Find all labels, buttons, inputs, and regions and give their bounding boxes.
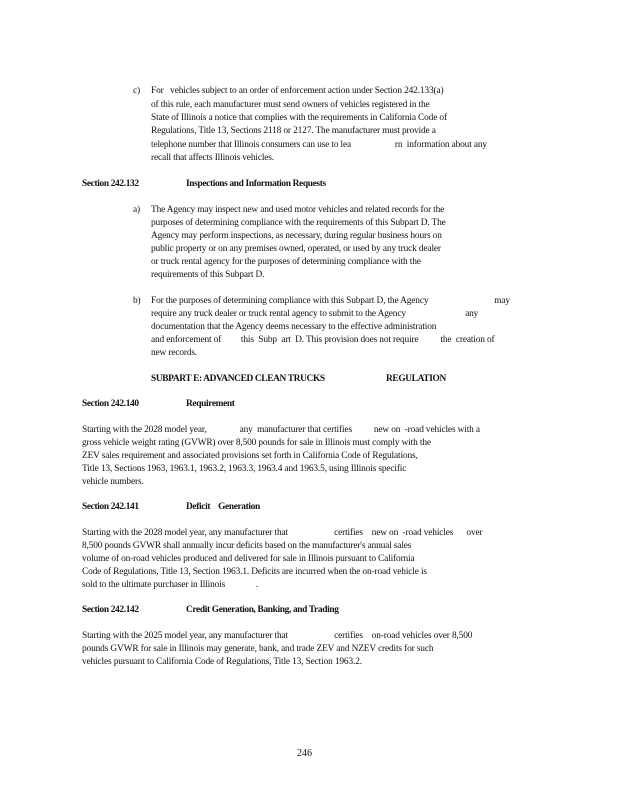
- page-number: 246: [297, 748, 312, 759]
- para-b-line: and enforcement of this Subp art D. This provision does not require the creation of: [151, 335, 495, 345]
- para-c-line: Regulations, Title 13, Sections 2118 or 2127. The manufacturer must provide a: [151, 126, 436, 136]
- para-a-line: purposes of determining compliance with the requirements of this Subpart D. The: [151, 218, 446, 228]
- section-body-line: ZEV sales requirement and associated provisions set forth in California Code of Regulations,: [82, 451, 418, 461]
- section-body-line: Code of Regulations, Title 13, Section 1963.1. Deficits are incurred when the on-road vehicle is: [82, 567, 427, 577]
- para-a-line: The Agency may inspect new and used motor vehicles and related records for the: [151, 205, 445, 215]
- section-number: Section 242.141: [82, 502, 139, 512]
- para-a-line: Agency may perform inspections, as necessary, during regular business hours on: [151, 231, 442, 241]
- section-body-line: Starting with the 2028 model year, any manufacturer that certifies new on -road vehicles over: [82, 528, 483, 538]
- section-body-line: pounds GVWR for sale in Illinois may generate, bank, and trade ZEV and NZEV credits for such: [82, 644, 434, 654]
- section-body-line: sold to the ultimate purchaser in Illinois .: [82, 580, 259, 590]
- para-b-label: b): [133, 296, 141, 306]
- section-body-line: volume of on-road vehicles produced and delivered for sale in Illinois pursuant to California: [82, 554, 415, 564]
- para-b-line: new records.: [151, 348, 198, 358]
- section-number: Section 242.142: [82, 605, 139, 615]
- section-title: Credit Generation, Banking, and Trading: [186, 605, 339, 615]
- para-a-line: or truck rental agency for the purposes of determining compliance with the: [151, 257, 421, 267]
- section-body-line: Starting with the 2028 model year, any manufacturer that certifies new on -road vehicles with a: [82, 425, 480, 435]
- section-body-line: gross vehicle weight rating (GVWR) over 8,500 pounds for sale in Illinois must comply with the: [82, 438, 431, 448]
- para-a-line: requirements of this Subpart D.: [151, 270, 265, 280]
- section-title: Inspections and Information Requests: [186, 179, 326, 189]
- section-number: Section 242.132: [82, 179, 139, 189]
- section-title: Requirement: [186, 399, 235, 409]
- para-c-label: c): [133, 86, 140, 96]
- para-c-line: State of Illinois a notice that complies with the requirements in California Code of: [151, 113, 447, 123]
- para-b-line: documentation that the Agency deems necessary to the effective administration: [151, 322, 437, 332]
- section-body-line: 8,500 pounds GVWR shall annually incur deficits based on the manufacturer's annual sales: [82, 541, 412, 551]
- para-c-line: For vehicles subject to an order of enforcement action under Section 242.133(a): [151, 86, 444, 96]
- subpart-heading: SUBPART E: ADVANCED CLEAN TRUCKS: [151, 374, 325, 384]
- section-body-line: Title 13, Sections 1963, 1963.1, 1963.2, 1963.3, 1963.4 and 1963.5, using Illinois specific: [82, 464, 407, 474]
- para-a-label: a): [133, 205, 140, 215]
- para-c-line: of this rule, each manufacturer must send owners of vehicles registered in the: [151, 100, 430, 110]
- section-title: Deficit Generation: [186, 502, 260, 512]
- para-c-line: telephone number that Illinois consumers can use to lea rn information about any: [151, 140, 487, 150]
- para-b-line: require any truck dealer or truck rental agency to submit to the Agency any: [151, 309, 479, 319]
- section-body-line: vehicles pursuant to California Code of Regulations, Title 13, Section 1963.2.: [82, 657, 362, 667]
- para-c-line: recall that affects Illinois vehicles.: [151, 153, 274, 163]
- section-body-line: vehicle numbers.: [82, 477, 144, 487]
- para-b-line: For the purposes of determining compliance with this Subpart D, the Agency may: [151, 296, 510, 306]
- para-a-line: public property or on any premises owned, operated, or used by any truck dealer: [151, 244, 441, 254]
- subpart-heading-suffix: REGULATION: [386, 374, 446, 384]
- section-number: Section 242.140: [82, 399, 139, 409]
- section-body-line: Starting with the 2025 model year, any manufacturer that certifies on-road vehicles over 8,500: [82, 631, 473, 641]
